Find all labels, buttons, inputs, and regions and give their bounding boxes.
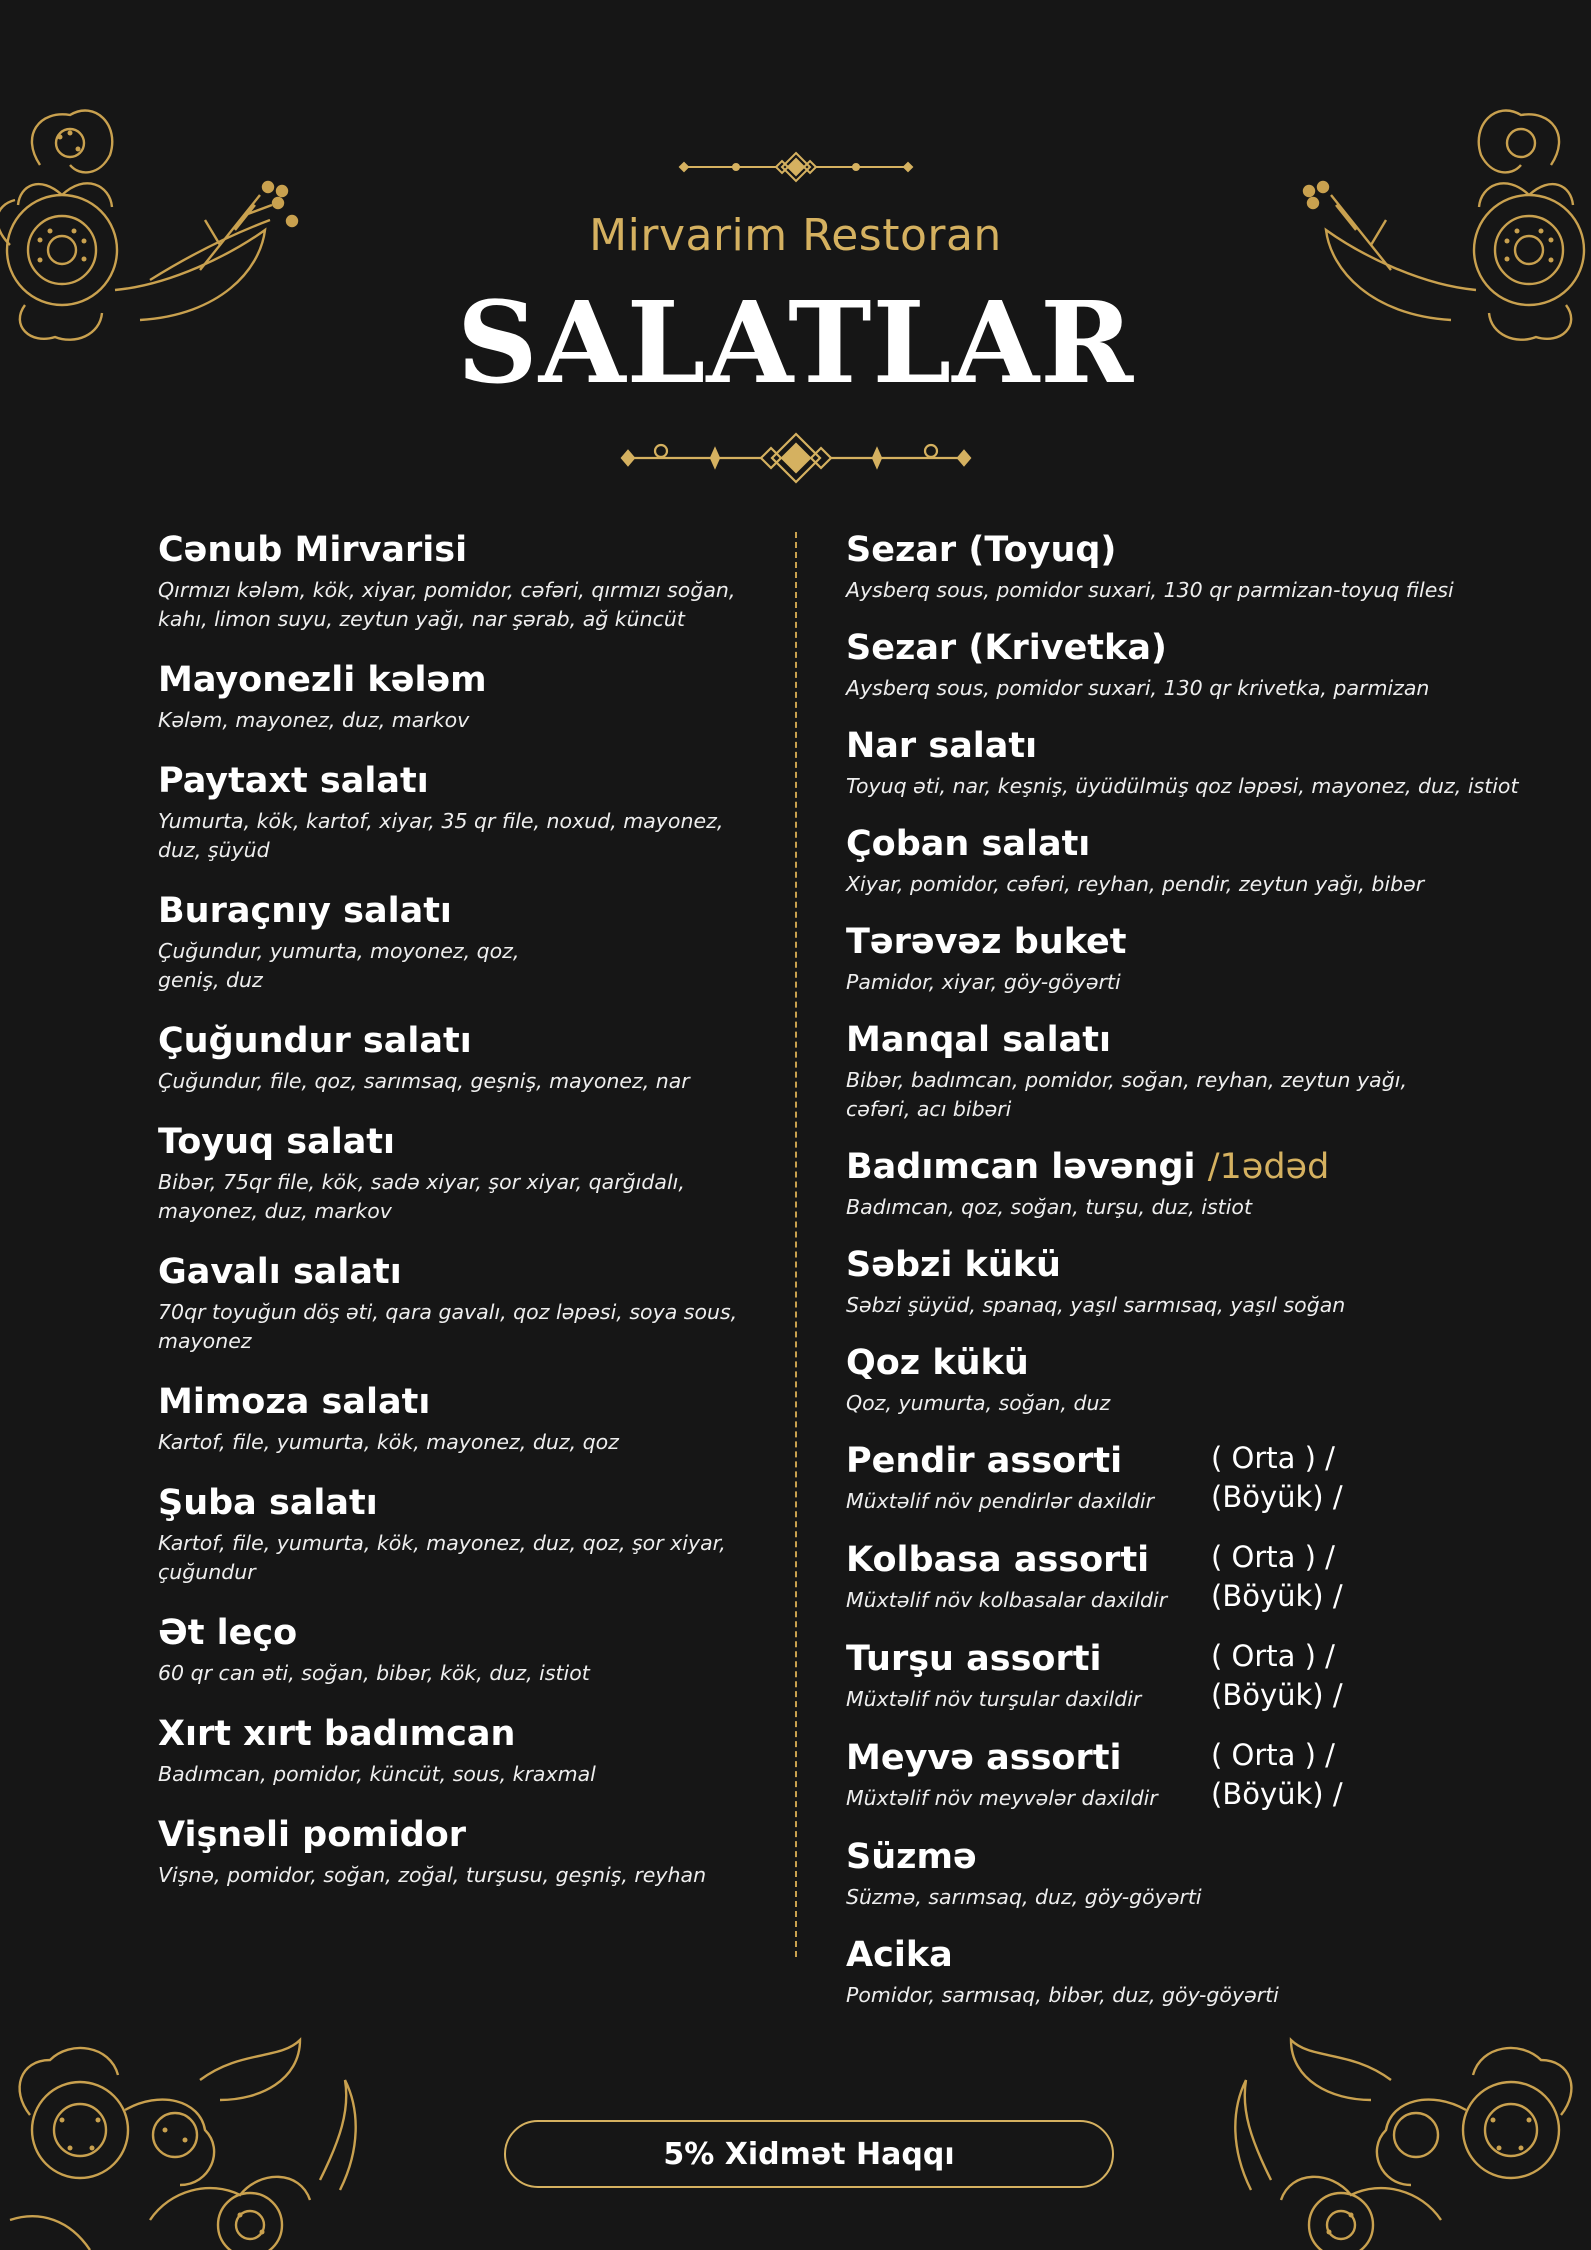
item-name: Toyuq salatı	[158, 1122, 396, 1162]
menu-item	[846, 822, 1546, 899]
size-medium: ( Orta ) /	[1211, 1540, 1335, 1574]
item-name: Çoban salatı	[846, 824, 1091, 864]
menu-item	[846, 1243, 1546, 1320]
item-name: Qoz kükü	[846, 1343, 1029, 1383]
item-description: Müxtəlif növ meyvələr daxildir	[846, 1786, 1158, 1810]
item-name: Şuba salatı	[158, 1483, 378, 1523]
item-unit: /1ədəd	[1207, 1147, 1330, 1187]
item-description: Bibər, 75qr file, kök, sadə xiyar, şor xiyar, qarğıdalı, mayonez, duz, markov	[158, 1170, 685, 1223]
assortment-item	[846, 1538, 1546, 1616]
service-charge-badge: 5% Xidmət Haqqı	[504, 2120, 1114, 2188]
size-medium: ( Orta ) /	[1211, 1441, 1335, 1475]
menu-item	[158, 1611, 758, 1688]
menu-item	[846, 920, 1546, 997]
item-name: Çuğundur salatı	[158, 1021, 472, 1061]
menu-item	[158, 1712, 758, 1789]
menu-item	[846, 1145, 1546, 1222]
size-large: (Böyük) /	[1211, 1579, 1343, 1613]
size-options	[1211, 1538, 1343, 1616]
item-name: Manqal salatı	[846, 1020, 1112, 1060]
item-description: Qırmızı kələm, kök, xiyar, pomidor, cəfəri, qırmızı soğan, kahı, limon suyu, zeytun yağı, nar şərab, ağ küncüt	[158, 578, 736, 631]
size-large: (Böyük) /	[1211, 1480, 1343, 1514]
item-name: Səbzi kükü	[846, 1245, 1061, 1285]
item-description: 70qr toyuğun döş əti, qara gavalı, qoz ləpəsi, soya sous, mayonez	[158, 1300, 738, 1353]
item-name: Xırt xırt badımcan	[158, 1714, 516, 1754]
page-title: SALATLAR	[456, 278, 1135, 409]
item-name: Mayonezli kələm	[158, 660, 487, 700]
item-description: Qoz, yumurta, soğan, duz	[846, 1391, 1111, 1415]
item-description: Xiyar, pomidor, cəfəri, reyhan, pendir, zeytun yağı, bibər	[846, 872, 1425, 896]
item-description: Aysberq sous, pomidor suxari, 130 qr parmizan-toyuq filesi	[846, 578, 1454, 602]
restaurant-name: Mirvarim Restoran	[589, 210, 1002, 261]
item-description: Kartof, file, yumurta, kök, mayonez, duz, qoz, şor xiyar, çuğundur	[158, 1531, 726, 1584]
menu-item	[846, 1933, 1546, 2010]
menu-item	[846, 528, 1546, 605]
item-description: Pamidor, xiyar, göy-göyərti	[846, 970, 1121, 994]
item-description: Toyuq əti, nar, keşniş, üyüdülmüş qoz ləpəsi, mayonez, duz, istiot	[846, 774, 1519, 798]
menu-item	[846, 1018, 1546, 1124]
item-name: Nar salatı	[846, 726, 1038, 766]
item-name: Vişnəli pomidor	[158, 1815, 467, 1855]
item-name: Paytaxt salatı	[158, 761, 429, 801]
art-deco-divider-icon	[676, 150, 916, 188]
size-large: (Böyük) /	[1211, 1678, 1343, 1712]
menu-item	[158, 1120, 758, 1226]
item-description: Çuğundur, file, qoz, sarımsaq, geşniş, mayonez, nar	[158, 1069, 690, 1093]
right-column	[846, 528, 1546, 2031]
item-description: Pomidor, sarmısaq, bibər, duz, göy-göyərti	[846, 1983, 1279, 2007]
item-description: Yumurta, kök, kartof, xiyar, 35 qr file, noxud, mayonez, duz, şüyüd	[158, 809, 724, 862]
item-description: 60 qr can əti, soğan, bibər, kök, duz, istiot	[158, 1661, 590, 1685]
floral-ornament-icon	[0, 2020, 400, 2250]
item-name	[846, 1145, 1546, 1189]
size-options	[1211, 1439, 1343, 1517]
item-name: Ət leço	[158, 1613, 298, 1653]
item-name: Buraçnıy salatı	[158, 891, 452, 931]
item-name: Meyvə assorti	[846, 1738, 1122, 1778]
menu-item	[158, 759, 758, 865]
menu-item	[846, 1835, 1546, 1912]
item-name: Kolbasa assorti	[846, 1540, 1150, 1580]
item-name: Acika	[846, 1935, 953, 1975]
assortment-item	[846, 1439, 1546, 1517]
item-description: Badımcan, pomidor, küncüt, sous, kraxmal	[158, 1762, 596, 1786]
item-name-text: Badımcan ləvəngi	[846, 1147, 1196, 1187]
assortment-item	[846, 1637, 1546, 1715]
item-description: Aysberq sous, pomidor suxari, 130 qr krivetka, parmizan	[846, 676, 1430, 700]
menu-item	[158, 1380, 758, 1457]
size-options	[1211, 1637, 1343, 1715]
menu-item	[158, 1813, 758, 1890]
item-description: Kartof, file, yumurta, kök, mayonez, duz, qoz	[158, 1430, 619, 1454]
item-description: Müxtəlif növ turşular daxildir	[846, 1687, 1142, 1711]
size-medium: ( Orta ) /	[1211, 1738, 1335, 1772]
size-large: (Böyük) /	[1211, 1777, 1343, 1811]
item-name: Turşu assorti	[846, 1639, 1102, 1679]
menu-item	[846, 626, 1546, 703]
menu-item	[158, 1250, 758, 1356]
item-name: Pendir assorti	[846, 1441, 1123, 1481]
item-description: Süzmə, sarımsaq, duz, göy-göyərti	[846, 1885, 1202, 1909]
item-name: Mimoza salatı	[158, 1382, 431, 1422]
item-name: Süzmə	[846, 1837, 977, 1877]
item-description: Kələm, mayonez, duz, markov	[158, 708, 470, 732]
item-description: Səbzi şüyüd, spanaq, yaşıl sarmısaq, yaşıl soğan	[846, 1293, 1346, 1317]
item-description: Müxtəlif növ kolbasalar daxildir	[846, 1588, 1168, 1612]
assortment-item	[846, 1736, 1546, 1814]
size-medium: ( Orta ) /	[1211, 1639, 1335, 1673]
column-divider	[795, 532, 797, 1957]
left-column	[158, 528, 758, 1914]
item-description: Vişnə, pomidor, soğan, zoğal, turşusu, geşniş, reyhan	[158, 1863, 707, 1887]
menu-item	[158, 1481, 758, 1587]
size-options	[1211, 1736, 1343, 1814]
menu-item	[158, 889, 758, 995]
item-description: Müxtəlif növ pendirlər daxildir	[846, 1489, 1155, 1513]
item-description: Badımcan, qoz, soğan, turşu, duz, istiot	[846, 1195, 1252, 1219]
menu-item	[846, 724, 1546, 801]
item-description: Bibər, badımcan, pomidor, soğan, reyhan, zeytun yağı, cəfəri, acı bibəri	[846, 1068, 1407, 1121]
item-name: Cənub Mirvarisi	[158, 530, 468, 570]
menu-item	[846, 1341, 1546, 1418]
item-name: Gavalı salatı	[158, 1252, 402, 1292]
floral-ornament-icon	[1191, 2020, 1591, 2250]
item-description: Çuğundur, yumurta, moyonez, qoz, geniş, duz	[158, 939, 520, 992]
art-deco-divider-icon	[616, 430, 976, 490]
menu-item	[158, 658, 758, 735]
item-name: Tərəvəz buket	[846, 922, 1127, 962]
item-name: Sezar (Krivetka)	[846, 628, 1167, 668]
menu-item	[158, 528, 758, 634]
menu-item	[158, 1019, 758, 1096]
item-name: Sezar (Toyuq)	[846, 530, 1117, 570]
